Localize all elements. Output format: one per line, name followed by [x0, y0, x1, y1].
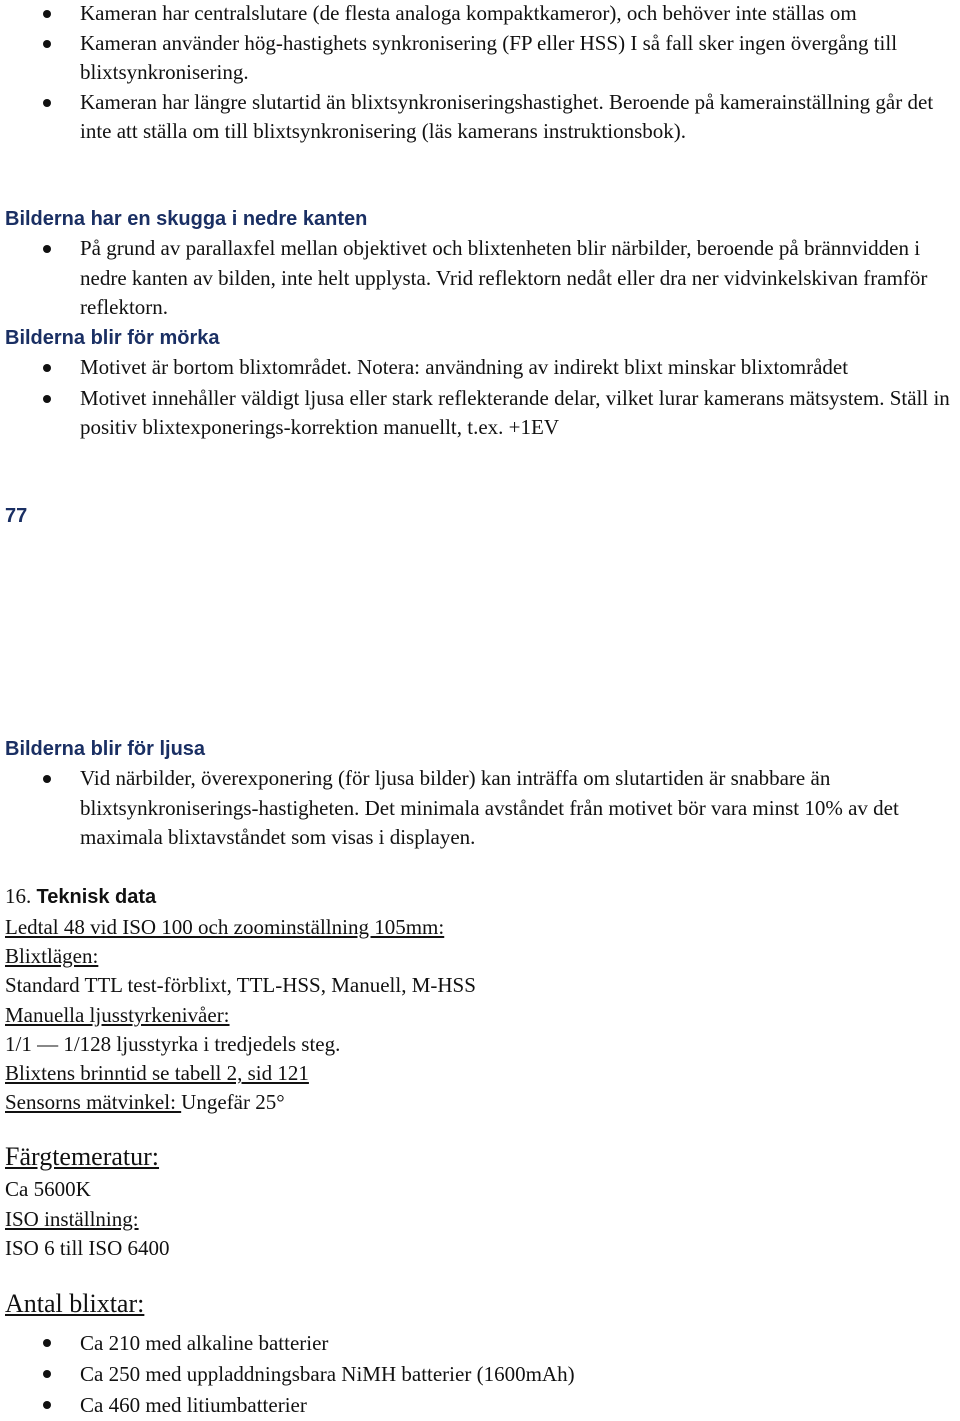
- sensor-angle-value: Ungefär 25°: [181, 1090, 285, 1115]
- list-item: Kameran har längre slutartid än blixtsynkroniseringshastighet. Beroende på kamerainställning går det inte att ställa om till blixtsynkronisering (läs kamerans instruktionsbok).: [5, 88, 955, 147]
- list-item: Ca 250 med uppladdningsbara NiMH batterier (1600mAh): [5, 1359, 955, 1390]
- list-item: Kameran har centralslutare (de flesta analoga kompaktkameror), och behöver inte ställas om: [5, 0, 955, 29]
- section-too-light: [5, 734, 955, 853]
- iso-value: ISO 6 till ISO 6400: [5, 1235, 170, 1260]
- page-number: 77: [5, 505, 28, 527]
- section-title: [5, 882, 955, 912]
- section-heading: Bilderna blir för mörka: [5, 327, 220, 349]
- levels-value: 1/1 — 1/128 ljusstyrka i tredjedels steg.: [5, 1031, 341, 1056]
- section-technical-data: [5, 882, 955, 1421]
- sensor-angle-label: Sensorns mätvinkel:: [5, 1090, 182, 1115]
- list-item: På grund av parallaxfel mellan objektivet och blixtenheten blir närbilder, beroende på brännvidden i nedre kanten av bilden, inte helt upplysta. Vrid reflektorn nedåt eller dra ner vidvinkelskivan framför reflektorn.: [5, 234, 955, 323]
- cause-list-top: [5, 0, 955, 147]
- flash-count-list: [5, 1328, 955, 1421]
- section-shadow: [5, 204, 955, 323]
- modes-label: Blixtlägen:: [5, 944, 99, 969]
- list-item: Ca 460 med litiumbatterier: [5, 1390, 955, 1421]
- section-title-text: Teknisk data: [36, 886, 157, 908]
- levels-label: Manuella ljusstyrkenivåer:: [5, 1002, 230, 1027]
- sensor-angle: [5, 1088, 955, 1117]
- list-item: Ca 210 med alkaline batterier: [5, 1328, 955, 1359]
- color-temp-value: Ca 5600K: [5, 1177, 91, 1202]
- list-item: Kameran använder hög-hastighets synkronisering (FP eller HSS) I så fall sker ingen övergång till blixtsynkronisering.: [5, 29, 955, 88]
- section-too-dark: [5, 323, 955, 443]
- modes-value: Standard TTL test-förblixt, TTL-HSS, Manuell, M-HSS: [5, 973, 476, 998]
- section-heading: Bilderna blir för ljusa: [5, 738, 206, 760]
- guide-number-label: Ledtal 48 vid ISO 100 och zoominställning 105mm:: [5, 915, 445, 939]
- flash-count-label: Antal blixtar:: [5, 1289, 145, 1319]
- section-number: 16.: [5, 884, 32, 908]
- section-heading: Bilderna har en skugga i nedre kanten: [5, 208, 368, 230]
- list-item: Vid närbilder, överexponering (för ljusa bilder) kan inträffa om slutartiden är snabbare än blixtsynkroniserings-hastigheten. Det minimala avståndet från motivet bör vara minst 10% av det maximala blixtavståndet som visas i displayen.: [5, 764, 955, 853]
- burn-time-link[interactable]: Blixtens brinntid se tabell 2, sid 121: [5, 1061, 309, 1086]
- list-item: Motivet är bortom blixtområdet. Notera: användning av indirekt blixt minskar blixtområdet: [5, 353, 955, 383]
- iso-label: ISO inställning:: [5, 1206, 139, 1231]
- list-item: Motivet innehåller väldigt ljusa eller stark reflekterande delar, vilket lurar kamerans mätsystem. Ställ in positiv blixtexponerings-korrektion manuellt, t.ex. +1EV: [5, 384, 955, 443]
- color-temp-label: Färgtemeratur:: [5, 1142, 160, 1172]
